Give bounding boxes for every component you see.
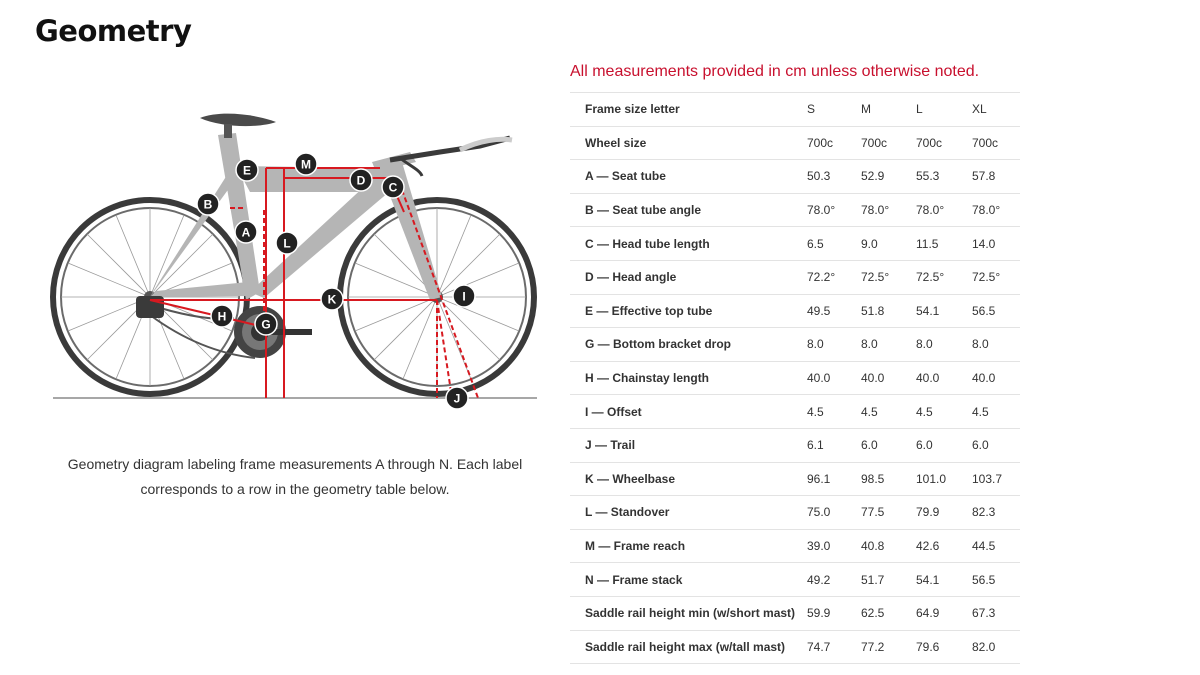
row-value: 6.0	[972, 428, 1020, 462]
row-label: K — Wheelbase	[570, 462, 807, 496]
row-value: 40.0	[861, 361, 916, 395]
row-value: 40.0	[916, 361, 972, 395]
row-value: 11.5	[916, 227, 972, 261]
row-value: 79.9	[916, 496, 972, 530]
svg-text:D: D	[356, 173, 366, 188]
saddle	[200, 114, 276, 126]
label-H-marker	[211, 305, 233, 327]
row-value: 72.2°	[807, 260, 861, 294]
label-D-marker	[350, 169, 372, 191]
table-row	[570, 227, 1020, 261]
row-value: 72.5°	[972, 260, 1020, 294]
svg-text:B: B	[203, 197, 213, 212]
label-M-marker	[295, 153, 317, 175]
table-row	[570, 428, 1020, 462]
label-G-marker	[255, 313, 277, 335]
table-header-row	[570, 93, 1020, 127]
row-value: 700c	[972, 126, 1020, 160]
label-B-marker	[197, 193, 219, 215]
svg-text:C: C	[388, 180, 398, 195]
row-label: I — Offset	[570, 395, 807, 429]
svg-text:J: J	[453, 391, 461, 406]
page-title: Geometry	[35, 14, 192, 48]
size-header: XL	[972, 93, 1020, 127]
row-value: 6.0	[861, 428, 916, 462]
row-label: N — Frame stack	[570, 563, 807, 597]
size-header: S	[807, 93, 861, 127]
row-value: 49.5	[807, 294, 861, 328]
table-row	[570, 630, 1020, 664]
diagram-caption: Geometry diagram labeling frame measurements A through N. Each label corresponds to a row in the geometry table below.	[67, 456, 523, 497]
row-value: 40.0	[972, 361, 1020, 395]
label-E-marker	[236, 159, 258, 181]
row-value: 74.7	[807, 630, 861, 664]
row-value: 9.0	[861, 227, 916, 261]
table-row	[570, 260, 1020, 294]
table-row	[570, 462, 1020, 496]
row-value: 82.0	[972, 630, 1020, 664]
row-value: 700c	[861, 126, 916, 160]
row-value: 59.9	[807, 596, 861, 630]
row-value: 4.5	[807, 395, 861, 429]
row-label: Saddle rail height max (w/tall mast)	[570, 630, 807, 664]
row-value: 700c	[807, 126, 861, 160]
size-header: L	[916, 93, 972, 127]
row-value: 6.5	[807, 227, 861, 261]
svg-text:A: A	[241, 225, 251, 240]
svg-text:G: G	[261, 317, 271, 332]
row-value: 77.5	[861, 496, 916, 530]
row-value: 101.0	[916, 462, 972, 496]
row-value: 103.7	[972, 462, 1020, 496]
table-row	[570, 160, 1020, 194]
row-value: 14.0	[972, 227, 1020, 261]
label-K-marker	[321, 288, 343, 310]
row-label: L — Standover	[570, 496, 807, 530]
row-value: 39.0	[807, 529, 861, 563]
row-value: 82.3	[972, 496, 1020, 530]
row-value: 8.0	[916, 328, 972, 362]
measurement-notice: All measurements provided in cm unless otherwise noted.	[570, 63, 980, 80]
row-value: 78.0°	[972, 193, 1020, 227]
row-value: 6.1	[807, 428, 861, 462]
geometry-table	[570, 92, 1020, 664]
label-I-marker	[453, 285, 475, 307]
table-row	[570, 496, 1020, 530]
table-row	[570, 361, 1020, 395]
row-value: 42.6	[916, 529, 972, 563]
row-label: J — Trail	[570, 428, 807, 462]
row-value: 44.5	[972, 529, 1020, 563]
header-label: Frame size letter	[570, 93, 807, 127]
label-L-marker	[276, 232, 298, 254]
row-label: Wheel size	[570, 126, 807, 160]
row-value: 40.8	[861, 529, 916, 563]
row-value: 96.1	[807, 462, 861, 496]
row-value: 78.0°	[916, 193, 972, 227]
row-value: 56.5	[972, 563, 1020, 597]
row-value: 40.0	[807, 361, 861, 395]
svg-text:E: E	[242, 163, 252, 178]
row-value: 51.8	[861, 294, 916, 328]
row-value: 8.0	[861, 328, 916, 362]
row-value: 4.5	[861, 395, 916, 429]
row-label: A — Seat tube	[570, 160, 807, 194]
table-row	[570, 193, 1020, 227]
row-label: M — Frame reach	[570, 529, 807, 563]
row-value: 77.2	[861, 630, 916, 664]
row-value: 49.2	[807, 563, 861, 597]
row-value: 75.0	[807, 496, 861, 530]
row-label: D — Head angle	[570, 260, 807, 294]
row-value: 64.9	[916, 596, 972, 630]
row-value: 78.0°	[861, 193, 916, 227]
table-row	[570, 328, 1020, 362]
row-value: 50.3	[807, 160, 861, 194]
row-value: 6.0	[916, 428, 972, 462]
svg-text:K: K	[327, 292, 337, 307]
table-row	[570, 126, 1020, 160]
row-value: 54.1	[916, 563, 972, 597]
table-row	[570, 395, 1020, 429]
row-value: 56.5	[972, 294, 1020, 328]
row-value: 700c	[916, 126, 972, 160]
size-header: M	[861, 93, 916, 127]
svg-text:M: M	[301, 157, 311, 172]
row-value: 4.5	[972, 395, 1020, 429]
row-value: 79.6	[916, 630, 972, 664]
row-value: 98.5	[861, 462, 916, 496]
table-row	[570, 563, 1020, 597]
row-value: 78.0°	[807, 193, 861, 227]
row-value: 72.5°	[861, 260, 916, 294]
table-row	[570, 596, 1020, 630]
row-label: Saddle rail height min (w/short mast)	[570, 596, 807, 630]
row-value: 72.5°	[916, 260, 972, 294]
svg-text:H: H	[217, 309, 227, 324]
row-value: 62.5	[861, 596, 916, 630]
row-value: 67.3	[972, 596, 1020, 630]
row-value: 4.5	[916, 395, 972, 429]
svg-text:L: L	[283, 236, 291, 251]
bike-geometry-diagram	[50, 100, 540, 410]
row-label: H — Chainstay length	[570, 361, 807, 395]
row-value: 8.0	[807, 328, 861, 362]
row-label: B — Seat tube angle	[570, 193, 807, 227]
label-A-marker	[235, 221, 257, 243]
svg-text:I: I	[462, 289, 466, 304]
table-row	[570, 294, 1020, 328]
row-value: 54.1	[916, 294, 972, 328]
row-label: G — Bottom bracket drop	[570, 328, 807, 362]
row-label: C — Head tube length	[570, 227, 807, 261]
row-value: 52.9	[861, 160, 916, 194]
table-row	[570, 529, 1020, 563]
row-label: E — Effective top tube	[570, 294, 807, 328]
label-C-marker	[382, 176, 404, 198]
row-value: 51.7	[861, 563, 916, 597]
row-value: 57.8	[972, 160, 1020, 194]
label-J-marker	[446, 387, 468, 409]
row-value: 8.0	[972, 328, 1020, 362]
row-value: 55.3	[916, 160, 972, 194]
